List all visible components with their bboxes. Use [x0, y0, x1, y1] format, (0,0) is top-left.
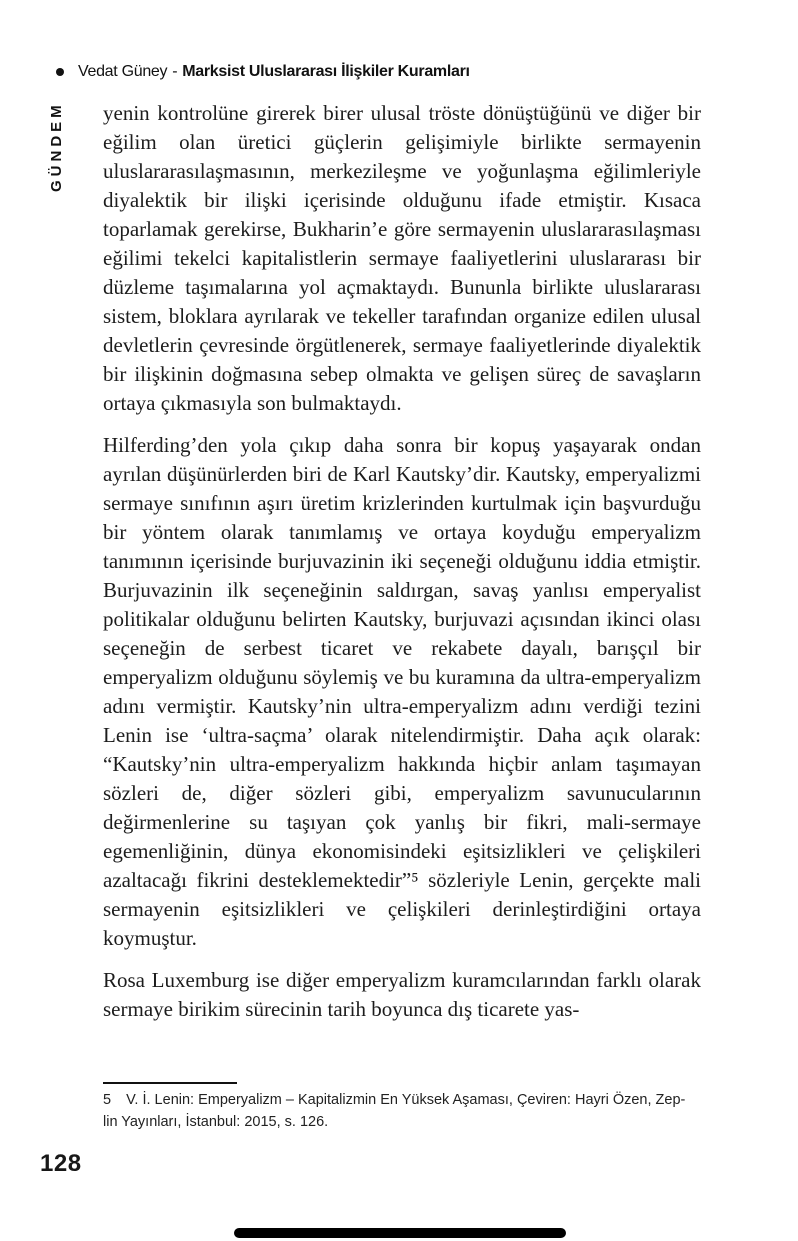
home-indicator-bar[interactable] — [234, 1228, 566, 1238]
paragraph: yenin kontrolüne girerek birer ulusal tröste dönüştüğünü ve diğer bir eğilim olan üretici güçlerin gelişimiyle birlikte sermayenin uluslararasılaşmasının, merkezileşme ve yoğunlaşma eğilimleriyle diyalektik bir ilişki içerisinde olduğunu ifade etmiştir. Kısaca toparlamak gerekirse, Bukharin’e göre sermayenin uluslararasılaşması eğilimi tekelci kapitalistlerin sermaye faaliyetlerini uluslararası bir düzleme taşımalarına yol açmaktaydı. Bununla birlikte uluslararası sistem, bloklara ayrılarak ve tekeller tarafından organize edilen ulusal devletlerin çevresinde örgütlenerek, sermaye faaliyetlerinde diyalektik bir ilişkinin doğmasına sebep olmakta ve gelişen süreç de savaşların ortaya çıkmasıyla son bulmaktaydı. — [103, 101, 701, 415]
footnote-number: 5 — [103, 1092, 112, 1108]
header-book-title: Marksist Uluslararası İlişkiler Kuramları — [182, 63, 470, 80]
footnote-text-line2: lin Yayınları, İstanbul: 2015, s. 126. — [103, 1114, 329, 1130]
bullet-icon — [56, 68, 64, 76]
paragraph: Rosa Luxemburg ise diğer emperyalizm kuramcılarından farklı olarak sermaye birikim sürecinin tarih boyunca dış ticarete yas- — [103, 968, 701, 1021]
body-text — [103, 99, 701, 1037]
footnote-rule — [103, 1082, 237, 1084]
footnote — [103, 1082, 717, 1133]
footnote-text-line1: V. İ. Lenin: Emperyalizm – Kapitalizmin En Yüksek Aşaması, Çeviren: Hayri Özen, Zep- — [126, 1092, 686, 1108]
paragraph: Hilferding’den yola çıkıp daha sonra bir kopuş yaşayarak ondan ayrılan düşünürlerden biri de Karl Kautsky’dir. Kautsky, emperyalizmi sermaye sınıfının aşırı üretim krizlerinden kurtulmak için başvurduğu bir yöntem olarak tanımlamış ve ortaya koyduğu emperyalizm tanımının içerisinde burjuvazinin iki seçeneği olduğunu iddia etmiştir. Burjuvazinin ilk seçeneğinin saldırgan, savaş yanlısı emperyalist politikalar olduğunu belirten Kautsky, burjuvazi açısından ikinci olası seçeneğin de serbest ticaret ve rekabete dayalı, barışçıl bir emperyalizm olduğunu söylemiş ve bu kuramına da ultra-emperyalizm adını vermiştir. Kautsky’nin ultra-emperyalizm adını verdiği tezini Lenin ise ‘ultra-saçma’ olarak nitelendirmiştir. Daha açık olarak: “Kautsky’nin ultra-emperyalizm hakkında hiçbir anlam taşımayan sözleri de, diğer sözleri gibi, emperyalizm savunucularının değirmenlerine su taşıyan çok yanlış bir fikri, mali-sermaye egemenliğinin, dünya ekonomisindeki eşitsizlikleri ve çelişkileri azaltacağı fikrini desteklemektedir”⁵ sözleriyle Lenin, gerçekte mali sermayenin eşitsizlikleri ve çelişkileri derinleştirdiğini ortaya koymuştur. — [103, 433, 701, 950]
header-separator: - — [172, 63, 178, 80]
header-author: Vedat Güney — [78, 63, 168, 80]
page-number: 128 — [40, 1150, 82, 1177]
section-label-vertical: GÜNDEM — [48, 101, 65, 192]
running-header — [56, 63, 470, 81]
